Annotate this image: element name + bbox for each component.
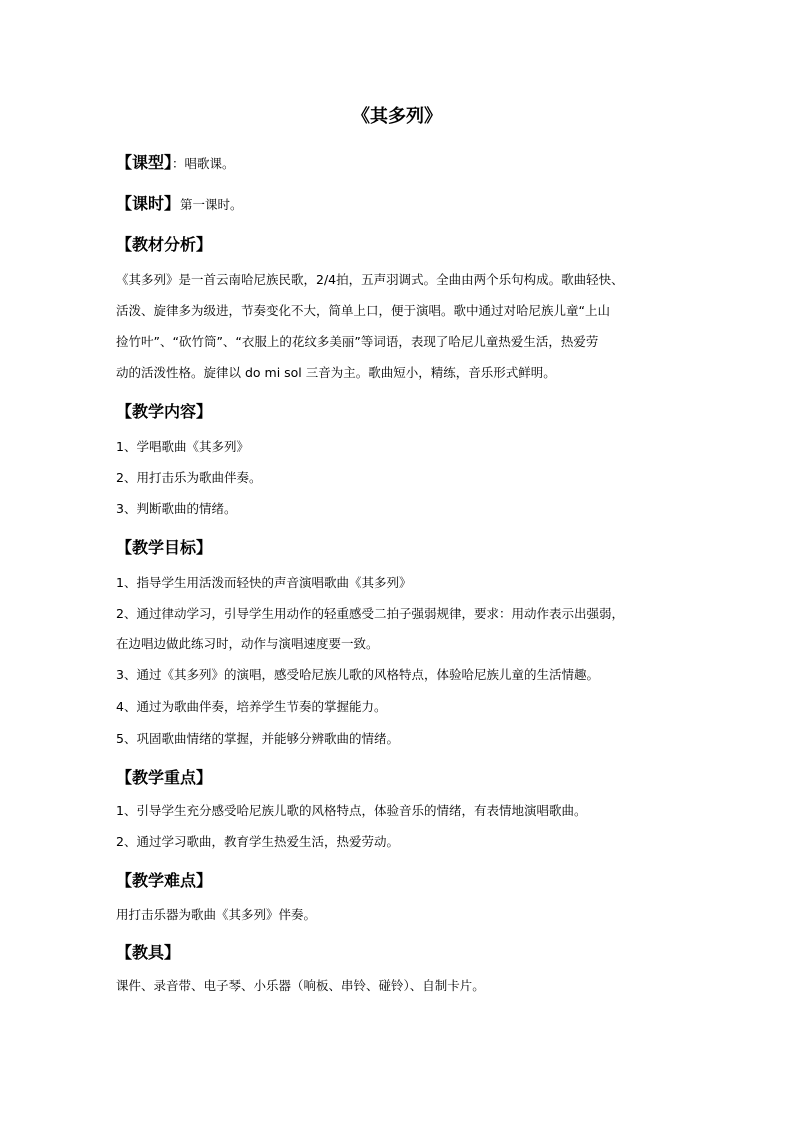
content-item: 3、判断歌曲的情绪。 [116, 501, 237, 516]
content-item: 2、用打击乐为歌曲伴奏。 [116, 470, 262, 485]
analysis-line: 活泼、旋律多为级进，节奏变化不大，简单上口，便于演唱。歌中通过对哈尼族儿童“上山 [116, 303, 610, 318]
analysis-line: 捡竹叶”、“砍竹筒”、“衣服上的花纹多美丽”等词语，表现了哈尼儿童热爱生活，热爱劳 [116, 334, 599, 349]
content-item: 1、学唱歌曲《其多列》 [116, 439, 249, 454]
difficulties-heading: 【教学难点】 [116, 871, 213, 890]
analysis-line: 动的活泼性格。旋律以 do mi sol 三音为主。歌曲短小，精练，音乐形式鲜明。 [116, 365, 556, 380]
content-heading: 【教学内容】 [116, 402, 213, 421]
key-point-item: 2、通过学习歌曲，教育学生热爱生活，热爱劳动。 [116, 834, 399, 849]
lesson-type [116, 150, 235, 173]
goals-line: 1、指导学生用活泼而轻快的声音演唱歌曲《其多列》 [116, 575, 412, 590]
lesson-type-value: ：唱歌课。 [172, 156, 235, 171]
goals-line: 2、通过律动学习，引导学生用动作的轻重感受二拍子强弱规律，要求：用动作表示出强弱， [116, 606, 624, 621]
lesson-hours [116, 191, 243, 214]
document-title: 《其多列》 [352, 106, 442, 127]
key-point-item: 1、引导学生充分感受哈尼族儿歌的风格特点，体验音乐的情绪，有表情地演唱歌曲。 [116, 803, 587, 818]
goals-heading: 【教学目标】 [116, 538, 213, 557]
lesson-hours-heading: 【课时】 [116, 194, 181, 213]
goals-line: 在边唱边做此练习时，动作与演唱速度要一致。 [116, 636, 379, 651]
tools-heading: 【教具】 [116, 943, 181, 962]
goals-line: 3、通过《其多列》的演唱，感受哈尼族儿歌的风格特点，体验哈尼族儿童的生活情趣。 [116, 667, 599, 682]
goals-line: 5、巩固歌曲情绪的掌握，并能够分辨歌曲的情绪。 [116, 731, 399, 746]
tools-text: 课件、录音带、电子琴、小乐器（响板、串铃、碰铃）、自制卡片。 [116, 978, 485, 993]
lesson-type-heading: 【课型】 [116, 153, 173, 172]
goals-line: 4、通过为歌曲伴奏，培养学生节奏的掌握能力。 [116, 699, 387, 714]
lesson-hours-value: 第一课时。 [180, 197, 243, 212]
difficulties-text: 用打击乐器为歌曲《其多列》伴奏。 [116, 907, 317, 922]
analysis-line: 《其多列》是一首云南哈尼族民歌，2/4拍，五声羽调式。全曲由两个乐句构成。歌曲轻快、 [116, 272, 624, 287]
analysis-heading: 【教材分析】 [116, 235, 213, 254]
key-points-heading: 【教学重点】 [116, 768, 213, 787]
